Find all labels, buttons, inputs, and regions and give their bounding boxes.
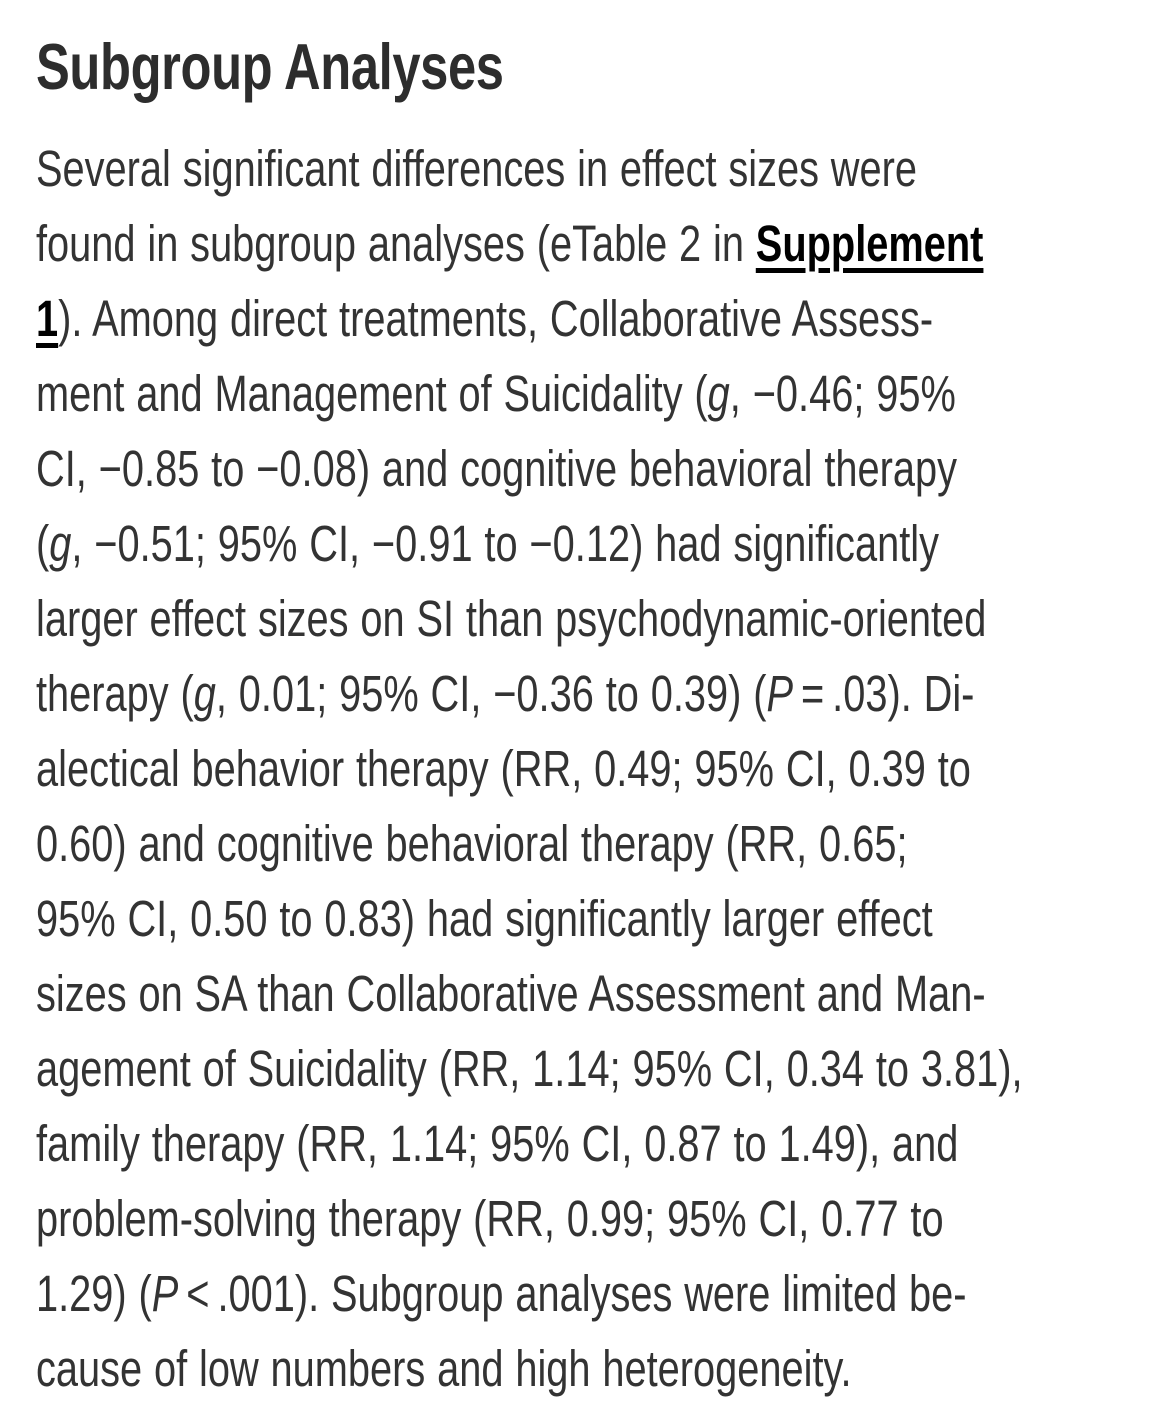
paragraph-line (36, 431, 958, 506)
section-content (36, 30, 1023, 1406)
text-segment: therapy ( (36, 665, 194, 722)
text-segment: found in subgroup analyses (eTable 2 in (36, 215, 756, 272)
text-segment: Several significant differences in effect sizes were (36, 140, 918, 197)
text-segment: sizes on SA than Collaborative Assessment and Man- (36, 965, 986, 1022)
text-segment: 1.29) ( (36, 1265, 152, 1322)
text-segment: agement of Suicidality (RR, 1.14; 95% CI, 0.34 to 3.81), (36, 1040, 1023, 1097)
paragraph-line (36, 956, 986, 1031)
paragraph-line (36, 1331, 921, 1406)
italic-stat-symbol: P (151, 1265, 179, 1322)
text-segment: ment and Management of Suicidality ( (36, 365, 708, 422)
paragraph-line (36, 1181, 944, 1256)
text-segment: CI, −0.85 to −0.08) and cognitive behavioral therapy (36, 440, 958, 497)
paragraph-line (36, 731, 971, 806)
paragraph-line (36, 881, 933, 956)
text-segment: larger effect sizes on SI than psychodynamic-oriented (36, 590, 987, 647)
paragraph-line (36, 581, 987, 656)
italic-stat-symbol: g (707, 365, 730, 422)
text-segment: = .03). Di- (793, 665, 975, 722)
paragraph-line (36, 206, 984, 281)
paragraph-line (36, 806, 921, 881)
supplement-1-link[interactable]: 1 (36, 290, 59, 347)
italic-stat-symbol: g (193, 665, 216, 722)
text-segment: , 0.01; 95% CI, −0.36 to 0.39) ( (215, 665, 767, 722)
paragraph-line (36, 131, 921, 206)
paragraph-line (36, 281, 934, 356)
paragraph-line (36, 1106, 959, 1181)
text-segment: , −0.46; 95% (729, 365, 956, 422)
text-segment: ). Among direct treatments, Collaborative Assess- (58, 290, 934, 347)
paragraph (36, 131, 1023, 1406)
text-segment: < .001). Subgroup analyses were limited be- (178, 1265, 967, 1322)
text-segment: 0.60) and cognitive behavioral therapy (RR, 0.65; (36, 815, 908, 872)
paragraph-line (36, 1256, 967, 1331)
text-segment: ( (36, 515, 50, 572)
italic-stat-symbol: g (49, 515, 72, 572)
section-heading: Subgroup Analyses (36, 30, 504, 103)
text-segment: problem-solving therapy (RR, 0.99; 95% CI, 0.77 to (36, 1190, 944, 1247)
paragraph-line (36, 1031, 1023, 1106)
supplement-1-link[interactable]: Supplement (755, 215, 984, 272)
paragraph-line (36, 356, 956, 431)
text-segment: 95% CI, 0.50 to 0.83) had significantly larger effect (36, 890, 933, 947)
italic-stat-symbol: P (766, 665, 794, 722)
paragraph-line (36, 506, 939, 581)
text-segment: alectical behavior therapy (RR, 0.49; 95% CI, 0.39 to (36, 740, 971, 797)
text-segment: cause of low numbers and high heterogeneity. (36, 1340, 852, 1397)
text-segment: family therapy (RR, 1.14; 95% CI, 0.87 to 1.49), and (36, 1115, 959, 1172)
text-segment: , −0.51; 95% CI, −0.91 to −0.12) had significantly (71, 515, 939, 572)
paragraph-line (36, 656, 975, 731)
